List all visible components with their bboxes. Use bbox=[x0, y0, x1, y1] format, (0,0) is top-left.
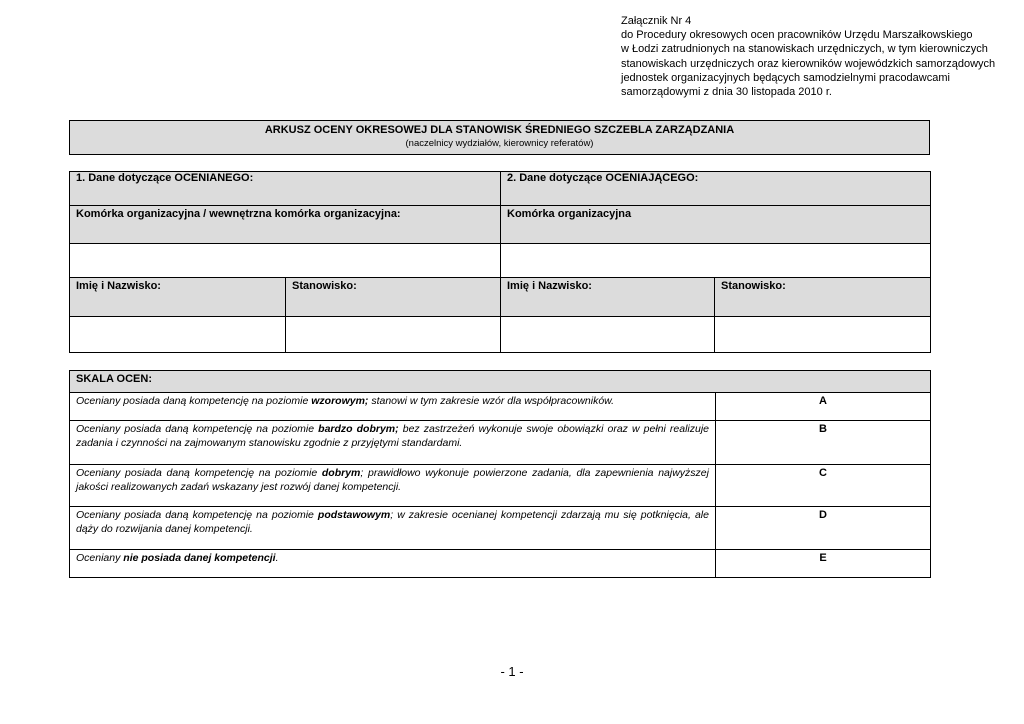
scale-description: Oceniany posiada daną kompetencję na poziomie dobrym; prawidłowo wykonuje powierzone zadania, dla zapewnienia najwyższej jakości realizowanych zadań wskazany jest rozwój danej kompetencji. bbox=[70, 465, 716, 507]
scale-grade: E bbox=[716, 550, 931, 578]
scale-grade: C bbox=[716, 465, 931, 507]
scale-grade: B bbox=[716, 421, 931, 465]
personal-data-table bbox=[69, 171, 931, 353]
annex-line: jednostek organizacyjnych będących samodzielnymi pracodawcami bbox=[621, 71, 950, 84]
evaluator-name-field[interactable] bbox=[501, 317, 715, 353]
scale-description: Oceniany nie posiada danej kompetencji. bbox=[70, 550, 716, 578]
evaluated-unit-field[interactable] bbox=[70, 244, 501, 278]
annex-line: w Łodzi zatrudnionych na stanowiskach urzędniczych, w tym kierowniczych bbox=[621, 43, 988, 56]
evaluator-name-label: Imię i Nazwisko: bbox=[501, 278, 715, 317]
rating-scale-table bbox=[69, 370, 931, 578]
scale-row bbox=[70, 465, 931, 507]
scale-row bbox=[70, 550, 931, 578]
annex-line: samorządowymi z dnia 30 listopada 2010 r. bbox=[621, 86, 832, 99]
annex-line: Załącznik Nr 4 bbox=[621, 15, 692, 27]
scale-grade: A bbox=[716, 393, 931, 421]
scale-heading: SKALA OCEN: bbox=[70, 371, 931, 393]
evaluated-position-field[interactable] bbox=[286, 317, 501, 353]
scale-description: Oceniany posiada daną kompetencję na poziomie wzorowym; stanowi w tym zakresie wzór dla współpracowników. bbox=[70, 393, 716, 421]
evaluator-position-label: Stanowisko: bbox=[715, 278, 931, 317]
scale-row bbox=[70, 507, 931, 550]
scale-grade: D bbox=[716, 507, 931, 550]
annex-line: stanowiskach urzędniczych oraz kierowników wojewódzkich samorządowych bbox=[621, 57, 996, 70]
evaluated-position-label: Stanowisko: bbox=[286, 278, 501, 317]
page-number: - 1 - bbox=[500, 664, 524, 679]
annex-line: do Procedury okresowych ocen pracowników Urzędu Marszałkowskiego bbox=[621, 29, 973, 42]
scale-row bbox=[70, 421, 931, 465]
form-title-box bbox=[69, 120, 930, 155]
evaluator-unit-label: Komórka organizacyjna bbox=[501, 206, 931, 244]
form-subtitle: (naczelnicy wydziałów, kierownicy referatów) bbox=[405, 138, 594, 149]
evaluated-name-field[interactable] bbox=[70, 317, 286, 353]
scale-description: Oceniany posiada daną kompetencję na poziomie bardzo dobrym; bez zastrzeżeń wykonuje swoje obowiązki oraz w pełni realizuje zadania i czynności na zajmowanym stanowisku zgodnie z przyjętymi standardami. bbox=[70, 421, 716, 465]
form-title: ARKUSZ OCENY OKRESOWEJ DLA STANOWISK ŚREDNIEGO SZCZEBLA ZARZĄDZANIA bbox=[264, 124, 735, 136]
evaluator-position-field[interactable] bbox=[715, 317, 931, 353]
scale-row bbox=[70, 393, 931, 421]
scale-description: Oceniany posiada daną kompetencję na poziomie podstawowym; w zakresie ocenianej kompetencji zdarzają mu się potknięcia, ale dąży do rozwijania danej kompetencji. bbox=[70, 507, 716, 550]
evaluator-heading: 2. Dane dotyczące OCENIAJĄCEGO: bbox=[501, 172, 931, 206]
evaluated-name-label: Imię i Nazwisko: bbox=[70, 278, 286, 317]
evaluated-heading: 1. Dane dotyczące OCENIANEGO: bbox=[70, 172, 501, 206]
evaluator-unit-field[interactable] bbox=[501, 244, 931, 278]
evaluated-unit-label: Komórka organizacyjna / wewnętrzna komórka organizacyjna: bbox=[70, 206, 501, 244]
annex-note bbox=[621, 14, 1001, 99]
